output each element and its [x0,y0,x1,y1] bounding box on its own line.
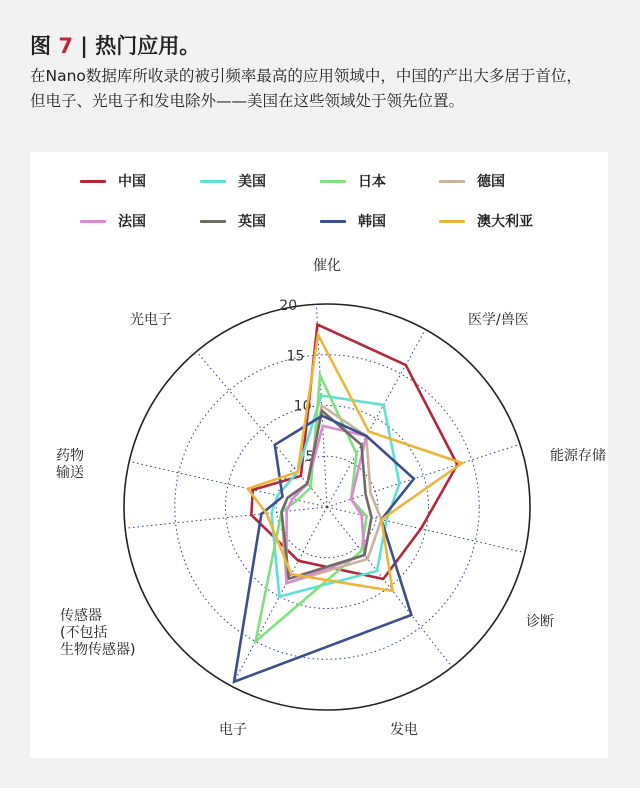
radar-chart [30,152,608,758]
axis-label: 发电 [390,722,418,738]
legend-label: 法国 [118,214,146,230]
figure-prefix: 图 [30,34,59,58]
radial-tick-label: 15 [286,348,305,365]
legend-label: 英国 [238,214,266,230]
figure-title [30,30,200,60]
radial-tick-label: 10 [293,398,312,415]
radar-chart-card [30,152,608,758]
axis-label: 催化 [313,258,341,274]
legend-label: 韩国 [358,214,386,230]
axis-label: 能源存储 [550,448,606,464]
axis-label: 医学/兽医 [468,312,529,328]
legend-label: 澳大利亚 [477,214,533,230]
axis-label: 诊断 [526,614,554,630]
radial-spoke [125,507,327,528]
figure-subtitle: 在Nano数据库所收录的被引频率最高的应用领域中，中国的产出大多居于首位，但电子、光电子和发电除外——美国在这些领域处于领先位置。 [30,67,582,110]
legend-label: 中国 [118,174,146,190]
legend-label: 德国 [477,174,505,190]
figure-separator: | [72,34,96,58]
figure-title-text: 热门应用。 [95,34,201,58]
axis-label: 药物 输送 [56,448,84,481]
radial-tick-label: 5 [305,448,315,465]
radial-tick-label: 20 [279,298,298,315]
axis-label: 电子 [219,722,247,738]
figure-number: 7 [58,34,73,58]
radial-spoke [327,507,452,667]
legend-label: 日本 [358,174,386,190]
axis-label: 传感器 (不包括 生物传感器) [60,608,136,658]
axis-label: 光电子 [130,312,172,328]
legend-label: 美国 [238,174,266,190]
